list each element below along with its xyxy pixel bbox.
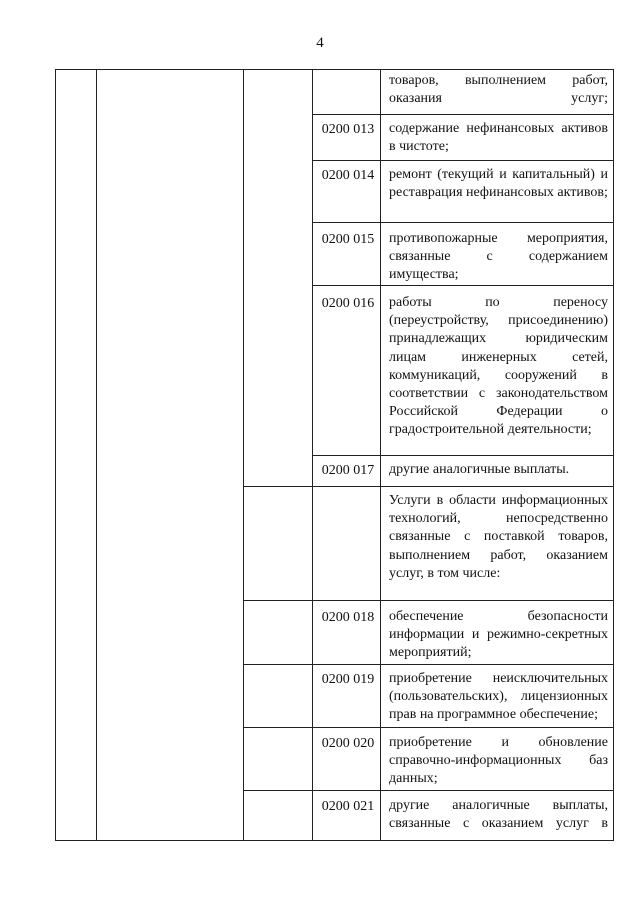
row-border [243,600,614,601]
row-text: приобретение неисключительных (пользовательских), лицензионных прав на программное обеспечение; [389,671,608,723]
row-text: приобретение и обновление справочно-информационных баз данных; [389,735,608,787]
column-border [243,69,244,841]
row-text: работы по переносу (переустройству, присоединению) принадлежащих юридическим лицам инженерных сетей, коммуникаций, сооружений в соответствии с законодательством Российской Федерации о градостроительной деятельности; [389,295,608,438]
row-text: другие аналогичные выплаты, связанные с оказанием услуг в [389,798,608,832]
row-text: ремонт (текущий и капитальный) и реставрация нефинансовых активов; [389,167,608,201]
row-text: обеспечение безопасности информации и режимно-секретных мероприятий; [389,609,608,661]
row-code: 0200 020 [321,736,375,751]
row-border [312,455,614,456]
row-code: 0200 018 [321,610,375,625]
row-code: 0200 019 [321,672,375,687]
row-border [243,486,614,487]
row-code: 0200 015 [321,232,375,247]
row-border [243,790,614,791]
page-number: 4 [316,35,324,51]
row-code: 0200 021 [321,799,375,814]
row-code: 0200 016 [321,296,375,311]
row-text: другие аналогичные выплаты. [389,462,570,477]
row-text: содержание нефинансовых активов в чистоте; [389,121,608,155]
column-border [96,69,97,841]
row-border [243,727,614,728]
row-code: 0200 017 [321,463,375,478]
row-border [312,285,614,286]
row-border [55,840,614,841]
column-border [55,69,56,841]
row-border [55,69,614,70]
row-border [312,114,614,115]
row-text: противопожарные мероприятия, связанные с содержанием имущества; [389,231,608,283]
row-code: 0200 013 [321,122,375,137]
row-border [312,222,614,223]
row-text: товаров, выполнением работ, оказания услуг; [389,73,608,107]
row-code: 0200 014 [321,168,375,183]
row-border [243,664,614,665]
row-border [312,160,614,161]
row-text: Услуги в области информационных технологий, непосредственно связанные с поставкой товаров, выполнением работ, оказанием услуг, в том числе: [389,493,608,581]
